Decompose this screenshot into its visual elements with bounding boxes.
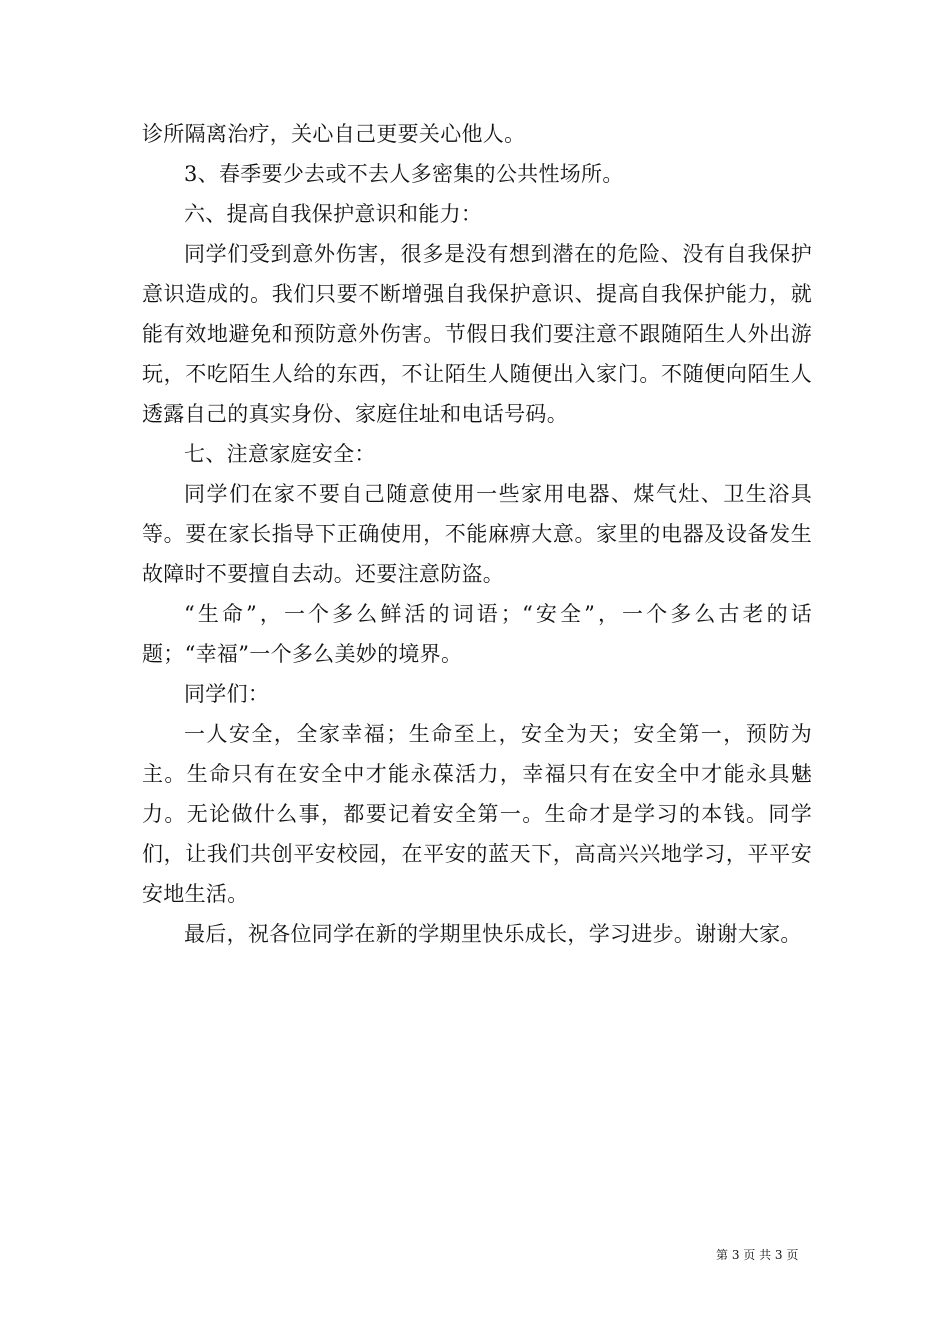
paragraph-item-3: 3、春季要少去或不去人多密集的公共性场所。 (184, 162, 624, 186)
paragraph-salutation: 同学们： (184, 682, 270, 706)
paragraph-life-safety-happiness: “生命”，一个多么鲜活的词语；“安全”，一个多么古老的话题；“幸福”一个多么美妙的境界。 (142, 602, 812, 666)
paragraph-safety-first: 一人安全，全家幸福；生命至上，安全为天；安全第一，预防为主。生命只有在安全中才能永葆活力，幸福只有在安全中才能永具魅力。无论做什么事，都要记着安全第一。生命才是学习的本钱。同学们，让我们共创平安校园，在平安的蓝天下，高高兴兴地学习，平平安安地生活。 (142, 722, 812, 906)
section-heading-7: 七、注意家庭安全： (184, 442, 376, 466)
paragraph-self-protection: 同学们受到意外伤害，很多是没有想到潜在的危险、没有自我保护意识造成的。我们只要不断增强自我保护意识、提高自我保护能力，就能有效地避免和预防意外伤害。节假日我们要注意不跟随陌生人外出游玩，不吃陌生人给的东西，不让陌生人随便出入家门。不随便向陌生人透露自己的真实身份、家庭住址和电话号码。 (142, 242, 812, 426)
page-number: 第 3 页 共 3 页 (716, 1248, 799, 1262)
paragraph-home-safety: 同学们在家不要自己随意使用一些家用电器、煤气灶、卫生浴具等。要在家长指导下正确使用，不能麻痹大意。家里的电器及设备发生故障时不要擅自去动。还要注意防盗。 (142, 482, 812, 586)
paragraph-closing: 最后，祝各位同学在新的学期里快乐成长，学习进步。谢谢大家。 (184, 922, 802, 946)
section-heading-6: 六、提高自我保护意识和能力： (184, 202, 483, 226)
document-body (142, 114, 812, 954)
paragraph-continuation: 诊所隔离治疗，关心自己更要关心他人。 (142, 122, 526, 146)
